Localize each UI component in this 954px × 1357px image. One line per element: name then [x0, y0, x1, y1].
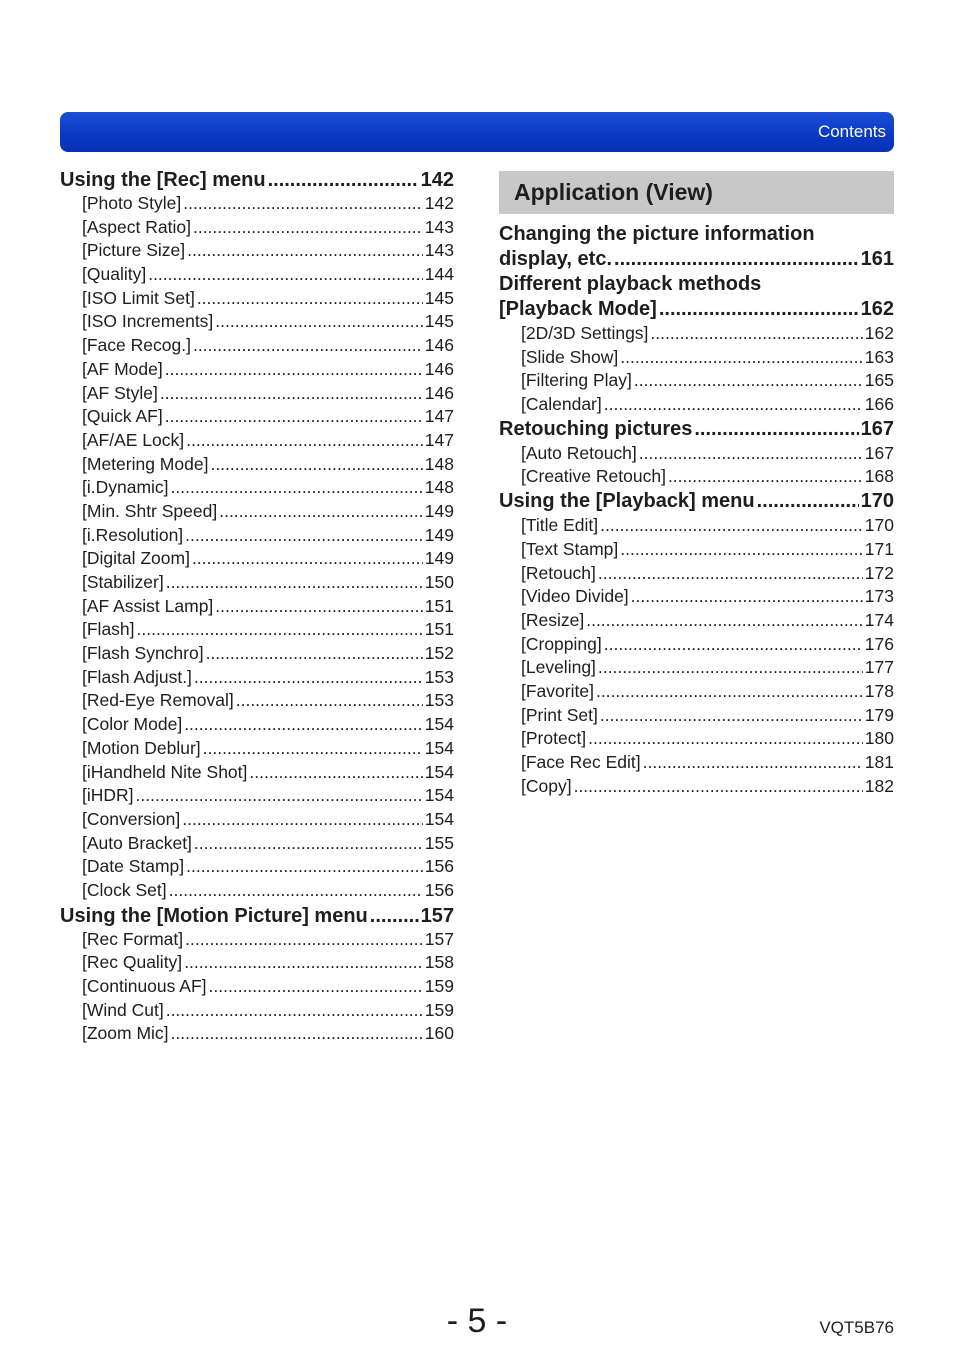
- toc-entry[interactable]: [499, 704, 894, 728]
- toc-left-column: [60, 168, 454, 1046]
- toc-entry-label: [ISO Increments]: [82, 311, 214, 332]
- page-number: - 5 -: [446, 1302, 508, 1340]
- toc-entry[interactable]: [499, 562, 894, 586]
- toc-page-number: 153: [424, 666, 454, 687]
- toc-entry-label: [2D/3D Settings]: [521, 323, 649, 343]
- toc-entry[interactable]: [60, 453, 454, 477]
- toc-entry-label: [Zoom Mic]: [82, 1023, 169, 1044]
- toc-heading-label: display, etc.: [499, 248, 613, 270]
- model-code: VQT5B76: [819, 1318, 894, 1337]
- toc-entry[interactable]: [60, 618, 454, 642]
- toc-entry[interactable]: [499, 538, 894, 562]
- dot-leader: [192, 547, 423, 571]
- toc-entry-label: [Cropping]: [521, 633, 602, 654]
- dot-leader: [165, 358, 423, 382]
- toc-entry[interactable]: [60, 595, 454, 619]
- toc-heading-label: Retouching pictures: [499, 417, 693, 440]
- toc-page-number: 151: [424, 619, 454, 640]
- toc-entry-label: [Resize]: [521, 609, 585, 630]
- toc-entry-label: [Aspect Ratio]: [82, 216, 191, 237]
- dot-leader: [598, 562, 863, 586]
- toc-entry-label: [Date Stamp]: [82, 856, 185, 877]
- toc-page-number: 157: [420, 904, 454, 927]
- toc-entry-label: [i.Dynamic]: [82, 477, 169, 498]
- dot-leader: [574, 775, 863, 799]
- toc-entry[interactable]: [499, 369, 894, 393]
- dot-leader: [600, 514, 863, 538]
- toc-entry[interactable]: [499, 585, 894, 609]
- toc-entry[interactable]: [499, 322, 894, 346]
- toc-page-number: 153: [424, 690, 454, 711]
- toc-entry-label: [Quick AF]: [82, 406, 163, 427]
- toc-entry-label: [AF Style]: [82, 382, 158, 403]
- toc-heading-label: [Playback Mode]: [499, 298, 657, 320]
- toc-entry-label: [Copy]: [521, 775, 572, 796]
- dot-leader: [166, 999, 423, 1023]
- toc-entry-label: [ISO Limit Set]: [82, 287, 195, 308]
- toc-page-number: 149: [424, 524, 454, 545]
- toc-page-number: 162: [864, 323, 894, 343]
- dot-leader: [210, 453, 422, 477]
- toc-entry-label: [Creative Retouch]: [521, 466, 666, 487]
- toc-entry[interactable]: [499, 727, 894, 751]
- dot-leader: [650, 322, 862, 346]
- toc-section-heading[interactable]: [499, 417, 894, 442]
- dot-leader: [620, 538, 863, 562]
- dot-leader: [185, 524, 423, 548]
- toc-page-number: 159: [424, 976, 454, 996]
- toc-entry-label: [Conversion]: [82, 808, 181, 829]
- dot-leader: [194, 832, 423, 856]
- toc-page-number: 156: [424, 879, 454, 900]
- toc-page-number: 178: [864, 680, 894, 701]
- toc-entry[interactable]: [60, 784, 454, 808]
- toc-page-number: 165: [864, 370, 894, 391]
- toc-page-number: 147: [424, 406, 454, 427]
- toc-page-number: 152: [424, 643, 454, 664]
- toc-heading-label: Using the [Motion Picture] menu: [60, 904, 368, 927]
- dot-leader: [596, 680, 863, 704]
- toc-page-number: 148: [424, 477, 454, 498]
- toc-page-number: 147: [424, 429, 454, 450]
- toc-page-number: 157: [424, 928, 454, 949]
- toc-page-number: 166: [864, 394, 894, 415]
- toc-page-number: 145: [424, 287, 454, 308]
- dot-leader: [206, 642, 423, 666]
- toc-entry[interactable]: [60, 263, 454, 287]
- toc-page-number: 168: [864, 466, 894, 487]
- toc-page-number: 143: [424, 240, 454, 261]
- toc-page-number: 145: [424, 311, 454, 332]
- toc-entry[interactable]: [60, 476, 454, 500]
- toc-page-number: 154: [424, 785, 454, 806]
- toc-entry[interactable]: [60, 524, 454, 548]
- dot-leader: [184, 713, 423, 737]
- dot-leader: [215, 595, 423, 619]
- toc-entry-label: [Protect]: [521, 728, 587, 749]
- toc-entry[interactable]: [499, 633, 894, 657]
- dot-leader: [171, 476, 423, 500]
- toc-heading-line1: Different playback methods: [499, 273, 762, 295]
- dot-leader: [598, 656, 863, 680]
- toc-entry[interactable]: [60, 808, 454, 832]
- toc-entry[interactable]: [60, 239, 454, 263]
- toc-section-heading[interactable]: [499, 297, 894, 322]
- toc-page-number: 176: [864, 633, 894, 654]
- dot-leader: [639, 442, 863, 466]
- dot-leader: [183, 192, 423, 216]
- dot-leader: [182, 808, 423, 832]
- toc-entry[interactable]: [60, 429, 454, 453]
- toc-entry-label: [Clock Set]: [82, 879, 167, 900]
- toc-page-number: 154: [424, 737, 454, 758]
- dot-leader: [694, 417, 858, 442]
- toc-entry[interactable]: [60, 334, 454, 358]
- toc-page-number: 174: [864, 609, 894, 630]
- dot-leader: [185, 928, 423, 952]
- dot-leader: [186, 429, 423, 453]
- toc-page-number: 142: [424, 193, 454, 213]
- toc-entry[interactable]: [60, 951, 454, 975]
- toc-entry[interactable]: [499, 751, 894, 775]
- toc-section-heading[interactable]: [60, 904, 454, 928]
- toc-entry-label: [Photo Style]: [82, 193, 182, 213]
- toc-entry-label: [Continuous AF]: [82, 976, 207, 996]
- toc-page-number: 142: [420, 169, 454, 191]
- dot-leader: [249, 761, 422, 785]
- dot-leader: [604, 633, 863, 657]
- dot-leader: [668, 465, 863, 489]
- toc-section-heading[interactable]: [60, 168, 454, 192]
- dot-leader: [184, 951, 423, 975]
- dot-leader: [160, 382, 423, 406]
- toc-page-number: 150: [424, 572, 454, 592]
- toc-entry-label: [iHDR]: [82, 785, 134, 806]
- dot-leader: [614, 247, 859, 272]
- toc-entry[interactable]: [60, 999, 454, 1023]
- toc-page-number: 171: [864, 538, 894, 559]
- toc-section-heading[interactable]: [499, 247, 894, 272]
- dot-leader: [194, 666, 423, 690]
- toc-entry-label: [AF/AE Lock]: [82, 429, 185, 450]
- toc-entry-label: [Metering Mode]: [82, 453, 209, 474]
- toc-entry[interactable]: [60, 642, 454, 666]
- toc-entry-label: [Picture Size]: [82, 240, 186, 261]
- toc-page-number: 181: [864, 752, 894, 772]
- toc-page-number: 170: [864, 515, 894, 536]
- toc-entry-label: [Flash Synchro]: [82, 643, 204, 664]
- toc-entry-label: [Motion Deblur]: [82, 737, 201, 758]
- toc-entry-label: [Flash Adjust.]: [82, 666, 192, 687]
- toc-page-number: 161: [860, 248, 894, 270]
- toc-entry-label: [Calendar]: [521, 394, 602, 415]
- toc-entry[interactable]: [499, 775, 894, 799]
- dot-leader: [659, 297, 859, 322]
- toc-entry[interactable]: [60, 737, 454, 761]
- toc-entry-label: [Leveling]: [521, 657, 596, 678]
- toc-entry-label: [Digital Zoom]: [82, 548, 190, 569]
- toc-entry-label: [AF Assist Lamp]: [82, 595, 214, 616]
- toc-page-number: 151: [424, 595, 454, 616]
- toc-page-number: 172: [864, 562, 894, 583]
- dot-leader: [268, 168, 419, 192]
- dot-leader: [193, 216, 423, 240]
- toc-entry-label: [Auto Retouch]: [521, 442, 637, 463]
- toc-entry-label: [i.Resolution]: [82, 524, 184, 545]
- toc-entry[interactable]: [60, 879, 454, 903]
- toc-entry[interactable]: [60, 689, 454, 713]
- toc-entry[interactable]: [499, 514, 894, 538]
- toc-entry-label: [Video Divide]: [521, 586, 629, 607]
- toc-page-number: 162: [860, 298, 894, 320]
- toc-entry-label: [Wind Cut]: [82, 999, 164, 1020]
- toc-entry-label: [Face Recog.]: [82, 335, 191, 356]
- dot-leader: [600, 704, 863, 728]
- toc-entry-label: [Favorite]: [521, 680, 594, 701]
- dot-leader: [171, 1022, 423, 1046]
- toc-page-number: 173: [864, 586, 894, 607]
- dot-leader: [197, 287, 423, 311]
- toc-entry[interactable]: [60, 1022, 454, 1046]
- dot-leader: [165, 405, 423, 429]
- dot-leader: [166, 571, 423, 595]
- dot-leader: [203, 737, 423, 761]
- toc-entry[interactable]: [60, 571, 454, 595]
- toc-page-number: 156: [424, 856, 454, 877]
- toc-page-number: 149: [424, 548, 454, 569]
- toc-entry[interactable]: [499, 656, 894, 680]
- toc-right-column: [499, 168, 894, 798]
- toc-page-number: 163: [864, 346, 894, 367]
- toc-heading-label: Using the [Rec] menu: [60, 169, 266, 191]
- toc-page-number: 158: [424, 952, 454, 973]
- toc-heading-line1: Changing the picture information: [499, 223, 815, 245]
- toc-entry[interactable]: [60, 713, 454, 737]
- toc-entry[interactable]: [60, 382, 454, 406]
- toc-entry-label: [Auto Bracket]: [82, 832, 192, 853]
- toc-entry[interactable]: [60, 666, 454, 690]
- toc-page-number: 167: [860, 417, 894, 440]
- toc-page-number: 146: [424, 335, 454, 356]
- toc-page-number: 170: [860, 490, 894, 513]
- dot-leader: [620, 346, 863, 370]
- toc-page-number: 177: [864, 657, 894, 678]
- dot-leader: [757, 489, 859, 514]
- toc-page-number: 167: [864, 442, 894, 463]
- toc-entry-label: [Slide Show]: [521, 346, 619, 367]
- section-title-application-view: Application (View): [499, 171, 894, 214]
- dot-leader: [209, 975, 423, 999]
- toc-page-number: 146: [424, 358, 454, 379]
- toc-page-number: 146: [424, 382, 454, 403]
- dot-leader: [219, 500, 423, 524]
- dot-leader: [187, 239, 423, 263]
- toc-entry[interactable]: [60, 358, 454, 382]
- dot-leader: [370, 904, 419, 928]
- dot-leader: [148, 263, 423, 287]
- toc-page-number: 143: [424, 216, 454, 237]
- toc-entry[interactable]: [60, 928, 454, 952]
- toc-entry-label: [iHandheld Nite Shot]: [82, 761, 248, 782]
- dot-leader: [186, 855, 423, 879]
- toc-page-number: 160: [424, 1023, 454, 1044]
- toc-entry[interactable]: [60, 547, 454, 571]
- dot-leader: [643, 751, 863, 775]
- dot-leader: [236, 689, 423, 713]
- toc-entry[interactable]: [60, 761, 454, 785]
- toc-page-number: 180: [864, 728, 894, 749]
- toc-entry-label: [Color Mode]: [82, 714, 183, 735]
- dot-leader: [586, 609, 863, 633]
- toc-page-number: 148: [424, 453, 454, 474]
- toc-page-number: 144: [424, 264, 454, 285]
- toc-entry[interactable]: [60, 500, 454, 524]
- toc-page-number: 154: [424, 808, 454, 829]
- toc-entry[interactable]: [499, 465, 894, 489]
- dot-leader: [634, 369, 863, 393]
- toc-entry[interactable]: [60, 975, 454, 999]
- dot-leader: [215, 310, 423, 334]
- toc-page-number: 182: [864, 775, 894, 796]
- toc-entry[interactable]: [60, 832, 454, 856]
- toc-entry[interactable]: [60, 287, 454, 311]
- toc-entry-label: [Filtering Play]: [521, 370, 632, 391]
- contents-link[interactable]: Contents: [817, 122, 886, 141]
- toc-heading-label: Using the [Playback] menu: [499, 490, 755, 513]
- dot-leader: [137, 618, 423, 642]
- toc-entry-label: [Face Rec Edit]: [521, 752, 641, 772]
- toc-entry[interactable]: [499, 393, 894, 417]
- toc-entry[interactable]: [60, 192, 454, 216]
- toc-page-number: 154: [424, 714, 454, 735]
- toc-entry[interactable]: [60, 855, 454, 879]
- dot-leader: [193, 334, 423, 358]
- toc-entry-label: [Retouch]: [521, 562, 596, 583]
- toc-entry[interactable]: [499, 346, 894, 370]
- toc-entry[interactable]: [499, 609, 894, 633]
- toc-entry-label: [Rec Quality]: [82, 952, 183, 973]
- toc-section-heading[interactable]: [499, 489, 894, 514]
- dot-leader: [588, 727, 863, 751]
- toc-entry[interactable]: [60, 216, 454, 240]
- toc-entry-label: [AF Mode]: [82, 358, 163, 379]
- toc-entry-label: [Flash]: [82, 619, 135, 640]
- dot-leader: [169, 879, 423, 903]
- toc-page-number: 155: [424, 832, 454, 853]
- toc-entry-label: [Title Edit]: [521, 515, 599, 536]
- dot-leader: [631, 585, 863, 609]
- toc-page-number: 154: [424, 761, 454, 782]
- toc-entry[interactable]: [499, 680, 894, 704]
- toc-entry-label: [Stabilizer]: [82, 572, 164, 592]
- toc-page-number: 179: [864, 704, 894, 725]
- toc-entry[interactable]: [60, 405, 454, 429]
- toc-page-number: 149: [424, 500, 454, 521]
- dot-leader: [136, 784, 423, 808]
- toc-entry[interactable]: [499, 442, 894, 466]
- toc-entry-label: [Min. Shtr Speed]: [82, 500, 218, 521]
- toc-page-number: 159: [424, 999, 454, 1020]
- toc-entry-label: [Text Stamp]: [521, 538, 619, 559]
- header-bar: [60, 112, 894, 152]
- toc-entry-label: [Rec Format]: [82, 928, 184, 949]
- toc-entry-label: [Quality]: [82, 264, 147, 285]
- toc-entry-label: [Red-Eye Removal]: [82, 690, 234, 711]
- dot-leader: [604, 393, 863, 417]
- toc-entry[interactable]: [60, 310, 454, 334]
- toc-entry-label: [Print Set]: [521, 704, 598, 725]
